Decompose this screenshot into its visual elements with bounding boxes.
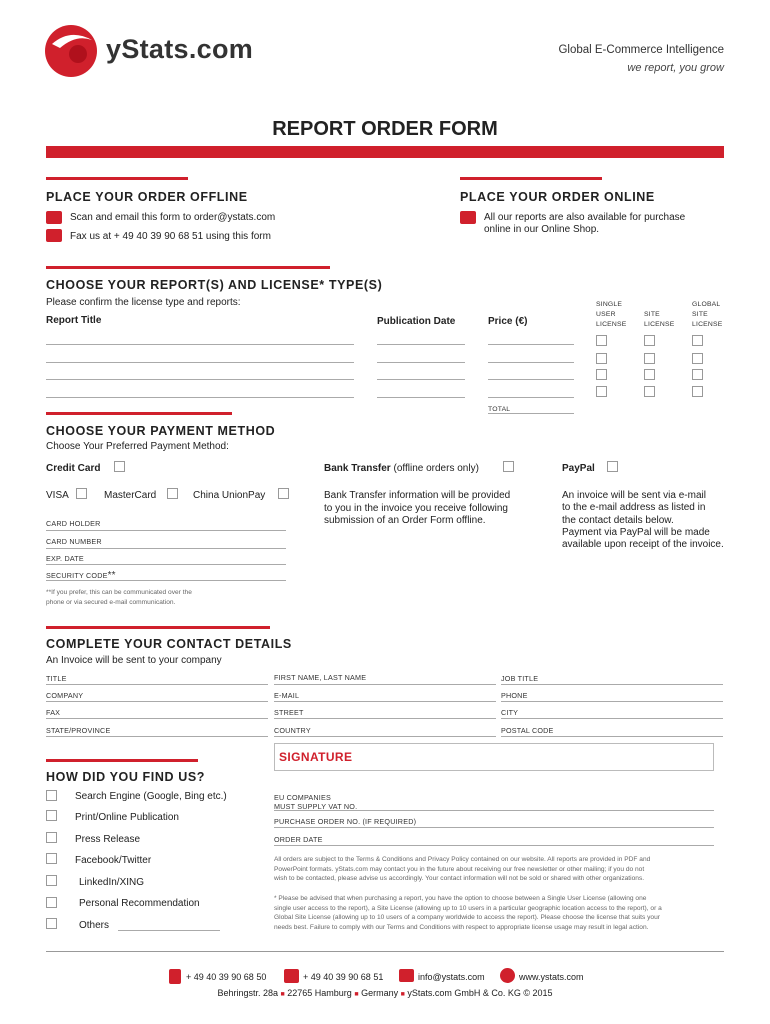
email-icon	[46, 211, 62, 224]
paypal-info-l1: An invoice will be sent via e-mail	[562, 490, 706, 501]
paypal-label: PayPal	[562, 463, 595, 474]
eu-vat-label	[274, 793, 357, 811]
contact-bar	[46, 626, 270, 629]
exp-date-label: EXP. DATE	[46, 554, 84, 563]
reports-bar	[46, 266, 330, 269]
others-field[interactable]	[118, 930, 220, 931]
license-note-l3: Global Site License (allowing up to 10 users of a company worldwide to access the report). Please choose the license that suits your	[274, 914, 660, 922]
security-note	[46, 588, 192, 607]
email-field[interactable]	[274, 701, 496, 702]
email-field-label: E-MAIL	[274, 691, 300, 700]
security-note-l2: phone or via secured e-mail communication.	[46, 598, 176, 606]
fax-label: FAX	[46, 708, 61, 717]
report-row-1-title[interactable]	[46, 344, 354, 345]
online-title: PLACE YOUR ORDER ONLINE	[460, 190, 655, 204]
report-row-2-date[interactable]	[377, 362, 465, 363]
find-us-option-social: Facebook/Twitter	[75, 855, 152, 866]
city-label: CITY	[501, 708, 519, 717]
offline-fax-line: Fax us at + 49 40 39 90 68 51 using this form	[70, 231, 271, 242]
title-field-label: TITLE	[46, 674, 67, 683]
payment-bar	[46, 412, 232, 415]
slogan: we report, you grow	[627, 62, 724, 74]
col-global	[692, 300, 723, 330]
footer-sep-2: ■	[354, 991, 359, 998]
site-license-checkbox-2[interactable]	[644, 353, 655, 364]
credit-card-label: Credit Card	[46, 463, 101, 474]
fax-icon	[46, 229, 62, 242]
report-row-4-price[interactable]	[488, 397, 574, 398]
po-number-field[interactable]	[274, 827, 714, 828]
report-row-3-price[interactable]	[488, 379, 574, 380]
paypal-info	[562, 490, 724, 551]
postal-field[interactable]	[501, 736, 723, 737]
footer-sep-3: ■	[400, 991, 405, 998]
eu-line-2: MUST SUPPLY VAT NO.	[274, 802, 358, 811]
license-note-l2: single user access to the report), a Site License (allowing up to 10 users in a particular geographic location access to the report), or a	[274, 904, 662, 912]
unionpay-checkbox[interactable]	[278, 488, 289, 499]
footer-company: yStats.com GmbH & Co. KG © 2015	[407, 988, 553, 998]
street-field[interactable]	[274, 718, 496, 719]
footer-address	[0, 988, 770, 998]
site-license-checkbox-4[interactable]	[644, 386, 655, 397]
phone-label: PHONE	[501, 691, 528, 700]
report-row-4-title[interactable]	[46, 397, 354, 398]
col-site-l2: LICENSE	[644, 321, 675, 328]
shopping-cart-icon	[460, 211, 476, 224]
company-field[interactable]	[46, 701, 268, 702]
payment-title: CHOOSE YOUR PAYMENT METHOD	[46, 424, 276, 438]
col-global-l3: LICENSE	[692, 321, 723, 328]
vat-field[interactable]	[274, 810, 714, 811]
col-single-l2: USER	[596, 311, 616, 318]
phone-icon	[169, 969, 181, 984]
paypal-checkbox[interactable]	[607, 461, 618, 472]
global-license-checkbox-2[interactable]	[692, 353, 703, 364]
footer-sep-1: ■	[280, 991, 285, 998]
report-row-4-date[interactable]	[377, 397, 465, 398]
state-label: STATE/PROVINCE	[46, 726, 111, 735]
offline-title: PLACE YOUR ORDER OFFLINE	[46, 190, 248, 204]
exp-date-field[interactable]	[46, 564, 286, 565]
paypal-info-l3: the contact details below.	[562, 514, 674, 526]
bank-transfer-note: (offline orders only)	[393, 463, 479, 474]
find-us-bar	[46, 759, 198, 762]
job-title-field[interactable]	[501, 684, 723, 685]
col-price: Price (€)	[488, 316, 528, 327]
col-global-l1: GLOBAL	[692, 301, 721, 308]
find-us-checkbox-press[interactable]	[46, 832, 57, 843]
find-us-option-linkedin: LinkedIn/XING	[79, 877, 145, 888]
security-note-l1: **If you prefer, this can be communicated over the	[46, 589, 192, 596]
report-row-1-date[interactable]	[377, 344, 465, 345]
footer-city: 22765 Hamburg	[287, 988, 352, 998]
col-report-title: Report Title	[46, 315, 102, 326]
form-title: REPORT ORDER FORM	[272, 118, 498, 140]
footer-fax: + 49 40 39 90 68 51	[303, 972, 384, 982]
find-us-checkbox-print[interactable]	[46, 810, 57, 821]
col-publication-date: Publication Date	[377, 316, 456, 327]
unionpay-label: China UnionPay	[193, 490, 266, 501]
site-license-checkbox-3[interactable]	[644, 369, 655, 380]
po-number-label: PURCHASE ORDER NO. (IF REQUIRED)	[274, 817, 417, 826]
name-field-label: FIRST NAME, LAST NAME	[274, 673, 367, 682]
find-us-title: HOW DID YOU FIND US?	[46, 770, 205, 784]
find-us-checkbox-social[interactable]	[46, 853, 57, 864]
street-label: STREET	[274, 708, 304, 717]
fax-field[interactable]	[46, 718, 268, 719]
job-title-label: JOB TITLE	[501, 674, 539, 683]
col-single-l1: SINGLE	[596, 301, 623, 308]
footer-web[interactable]: www.ystats.com	[519, 972, 584, 982]
visa-label: VISA	[46, 490, 69, 501]
contact-title: COMPLETE YOUR CONTACT DETAILS	[46, 637, 292, 651]
col-global-l2: SITE	[692, 311, 708, 318]
report-row-3-title[interactable]	[46, 379, 354, 380]
security-code-field[interactable]	[46, 580, 286, 581]
terms-l2: PowerPoint formats. yStats.com may contact you in the future about receiving our free newsletter or other mailing; if you do not	[274, 865, 645, 873]
terms-text	[274, 855, 724, 884]
mastercard-checkbox[interactable]	[167, 488, 178, 499]
order-date-label: ORDER DATE	[274, 835, 323, 844]
footer-divider	[46, 951, 724, 952]
single-license-checkbox-3[interactable]	[596, 369, 607, 380]
title-field[interactable]	[46, 684, 268, 685]
globe-icon	[500, 968, 515, 983]
country-label: COUNTRY	[274, 726, 311, 735]
report-row-2-title[interactable]	[46, 362, 354, 363]
global-license-checkbox-3[interactable]	[692, 369, 703, 380]
report-row-3-date[interactable]	[377, 379, 465, 380]
security-code-mark: **	[107, 570, 116, 581]
col-single-user	[596, 300, 627, 330]
city-field[interactable]	[501, 718, 723, 719]
single-license-checkbox-2[interactable]	[596, 353, 607, 364]
title-divider	[46, 146, 724, 158]
bank-info-l2: to you in the invoice you receive following	[324, 502, 508, 514]
bank-transfer-checkbox[interactable]	[503, 461, 514, 472]
license-note-l1: * Please be advised that when purchasing a report, you have the option to choose between a Single User License (allowing one	[274, 895, 647, 902]
find-us-checkbox-recommendation[interactable]	[46, 897, 57, 908]
country-field[interactable]	[274, 736, 496, 737]
global-license-checkbox-4[interactable]	[692, 386, 703, 397]
find-us-option-press: Press Release	[75, 834, 141, 845]
visa-checkbox[interactable]	[76, 488, 87, 499]
col-site	[644, 310, 675, 330]
footer-country: Germany	[361, 988, 399, 998]
mastercard-label: MasterCard	[104, 490, 157, 501]
credit-card-checkbox[interactable]	[114, 461, 125, 472]
find-us-checkbox-linkedin[interactable]	[46, 875, 57, 886]
online-text-1: All our reports are also available for purchase	[484, 212, 686, 223]
reports-subtitle: Please confirm the license type and reports:	[46, 297, 241, 308]
card-holder-label: CARD HOLDER	[46, 519, 101, 528]
paypal-info-l4: Payment via PayPal will be made	[562, 526, 710, 538]
find-us-option-recommendation: Personal Recommendation	[79, 898, 200, 909]
footer-fax-icon	[284, 969, 299, 983]
bank-transfer-label	[324, 463, 479, 474]
find-us-option-search: Search Engine (Google, Bing etc.)	[75, 791, 227, 802]
online-text-2: online in our Online Shop.	[484, 224, 600, 235]
card-number-label: CARD NUMBER	[46, 537, 102, 546]
logo-text: yStats.com	[106, 34, 254, 64]
tagline: Global E-Commerce Intelligence	[558, 44, 724, 56]
logo	[42, 22, 102, 78]
company-label: COMPANY	[46, 691, 84, 700]
terms-l1: All orders are subject to the Terms & Conditions and Privacy Policy contained on our website. All reports are provided in PDF and	[274, 856, 651, 863]
single-license-checkbox-4[interactable]	[596, 386, 607, 397]
bank-info-l3: submission of an Order Form offline.	[324, 515, 486, 526]
order-date-field[interactable]	[274, 845, 714, 846]
eu-line-1: EU COMPANIES	[274, 793, 331, 802]
card-number-field[interactable]	[46, 548, 286, 549]
postal-label: POSTAL CODE	[501, 726, 554, 735]
report-row-1-price[interactable]	[488, 344, 574, 345]
bank-info-l1: Bank Transfer information will be provided	[324, 490, 511, 501]
payment-subtitle: Choose Your Preferred Payment Method:	[46, 441, 229, 452]
terms-l3: wish to be contacted, please advise us accordingly. Your contact information will not be sold or shared with other organizations.	[274, 875, 645, 883]
find-us-checkbox-search[interactable]	[46, 790, 57, 801]
online-bar	[460, 177, 602, 180]
offline-email-line: Scan and email this form to order@ystats.com	[70, 212, 276, 223]
total-line[interactable]	[488, 413, 574, 414]
find-us-option-print: Print/Online Publication	[75, 812, 179, 823]
paypal-info-l2: to the e-mail address as listed in	[562, 502, 706, 514]
site-license-checkbox-1[interactable]	[644, 335, 655, 346]
license-note	[274, 894, 724, 932]
contact-subtitle: An Invoice will be sent to your company	[46, 655, 222, 666]
ystats-logo-icon	[42, 22, 102, 78]
footer-email-icon	[399, 969, 414, 982]
total-label: TOTAL	[488, 406, 511, 413]
single-license-checkbox-1[interactable]	[596, 335, 607, 346]
phone-field[interactable]	[501, 701, 723, 702]
reports-title: CHOOSE YOUR REPORT(S) AND LICENSE* TYPE(S)	[46, 278, 383, 292]
paypal-info-l5: available upon receipt of the invoice.	[562, 539, 724, 551]
offline-bar	[46, 177, 188, 180]
card-holder-field[interactable]	[46, 530, 286, 531]
footer-street: Behringstr. 28a	[217, 988, 278, 998]
find-us-option-others: Others	[79, 920, 110, 931]
signature-label: SIGNATURE	[279, 750, 353, 764]
col-single-l3: LICENSE	[596, 321, 627, 328]
footer-phone: + 49 40 39 90 68 50	[186, 972, 267, 982]
footer-email[interactable]: info@ystats.com	[418, 972, 485, 982]
license-note-l4: needs best. Failure to comply with our Terms and Conditions with respect to appropriate license usage may result in legal action.	[274, 923, 649, 931]
report-row-2-price[interactable]	[488, 362, 574, 363]
find-us-checkbox-others[interactable]	[46, 918, 57, 929]
bank-transfer-name: Bank Transfer	[324, 463, 391, 474]
security-code-text: SECURITY CODE	[46, 571, 108, 580]
global-license-checkbox-1[interactable]	[692, 335, 703, 346]
name-field[interactable]	[274, 684, 496, 685]
state-field[interactable]	[46, 736, 268, 737]
col-site-l1: SITE	[644, 311, 660, 318]
bank-transfer-info	[324, 490, 510, 528]
